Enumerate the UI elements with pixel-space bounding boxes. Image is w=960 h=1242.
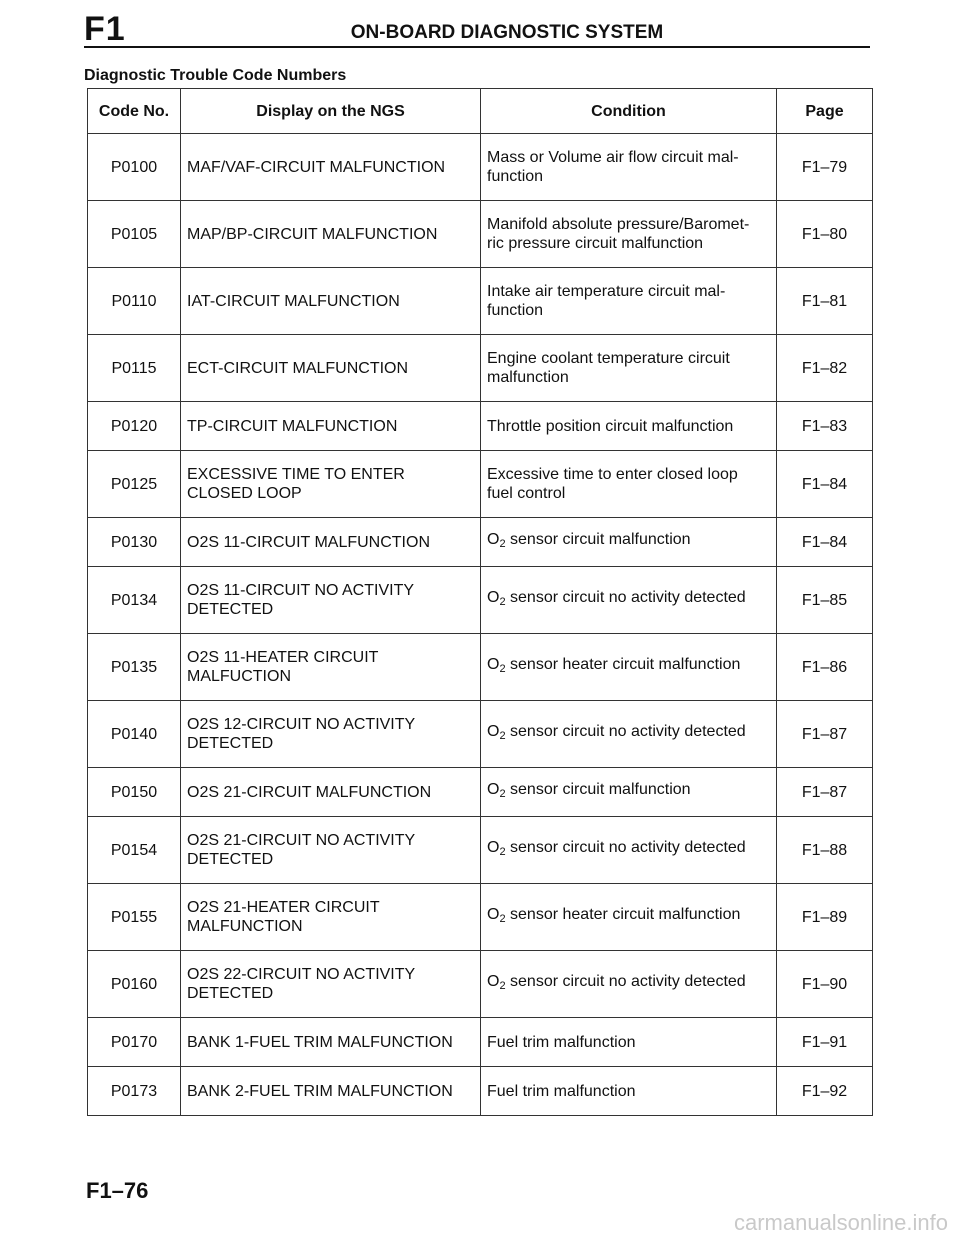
page-cell: F1–91 <box>777 1018 873 1067</box>
display-cell: EXCESSIVE TIME TO ENTER CLOSED LOOP <box>181 451 481 518</box>
page-cell: F1–89 <box>777 884 873 951</box>
code-cell: P0115 <box>88 335 181 402</box>
table-body <box>88 134 873 1116</box>
section-title: ON-BOARD DIAGNOSTIC SYSTEM <box>350 22 664 43</box>
display-cell: BANK 1-FUEL TRIM MALFUNCTION <box>181 1018 481 1067</box>
code-cell: P0155 <box>88 884 181 951</box>
code-cell: P0170 <box>88 1018 181 1067</box>
condition-cell <box>481 402 777 451</box>
code-cell: P0125 <box>88 451 181 518</box>
o2-symbol: $O_2$ <box>487 531 506 550</box>
table-row <box>88 201 873 268</box>
display-cell: BANK 2-FUEL TRIM MALFUNCTION <box>181 1067 481 1116</box>
table-row <box>88 567 873 634</box>
o2-symbol: $O_2$ <box>487 656 506 675</box>
table-row <box>88 1067 873 1116</box>
condition-text: sensor heater circuit malfunction <box>510 906 741 923</box>
table-row <box>88 768 873 817</box>
condition-text: Excessive time to enter closed loop fuel control <box>487 466 738 502</box>
page-cell: F1–88 <box>777 817 873 884</box>
condition-cell <box>481 201 777 268</box>
table-row <box>88 951 873 1018</box>
display-cell: O2S 22-CIRCUIT NO ACTIVITY DETECTED <box>181 951 481 1018</box>
code-cell: P0135 <box>88 634 181 701</box>
condition-cell <box>481 951 777 1018</box>
code-cell: P0134 <box>88 567 181 634</box>
code-cell: P0130 <box>88 518 181 567</box>
page-cell: F1–90 <box>777 951 873 1018</box>
condition-text: Engine coolant temperature circuit malfunction <box>487 350 730 386</box>
display-cell: IAT-CIRCUIT MALFUNCTION <box>181 268 481 335</box>
table-row <box>88 817 873 884</box>
table-header-row <box>88 89 873 134</box>
o2-symbol: $O_2$ <box>487 839 506 858</box>
condition-text: sensor heater circuit malfunction <box>510 656 741 673</box>
condition-cell <box>481 451 777 518</box>
condition-text: sensor circuit no activity detected <box>510 723 746 740</box>
code-cell: P0140 <box>88 701 181 768</box>
condition-text: Fuel trim malfunction <box>487 1033 636 1051</box>
condition-cell <box>481 634 777 701</box>
code-cell: P0100 <box>88 134 181 201</box>
condition-cell <box>481 518 777 567</box>
code-cell: P0154 <box>88 817 181 884</box>
o2-symbol: $O_2$ <box>487 906 506 925</box>
page-cell: F1–87 <box>777 701 873 768</box>
column-header-page: Page <box>777 89 873 134</box>
table-row <box>88 402 873 451</box>
table-row <box>88 268 873 335</box>
section-code: F1 <box>84 10 126 48</box>
column-header-condition: Condition <box>481 89 777 134</box>
condition-cell <box>481 1067 777 1116</box>
display-cell: O2S 11-HEATER CIRCUIT MALFUCTION <box>181 634 481 701</box>
table-row <box>88 1018 873 1067</box>
page-cell: F1–82 <box>777 335 873 402</box>
watermark: carmanualsonline.info <box>733 1210 948 1235</box>
code-cell: P0110 <box>88 268 181 335</box>
condition-text: sensor circuit no activity detected <box>510 589 746 606</box>
column-header-display: Display on the NGS <box>181 89 481 134</box>
display-cell: ECT-CIRCUIT MALFUNCTION <box>181 335 481 402</box>
page-number: F1–76 <box>86 1178 149 1203</box>
condition-cell <box>481 768 777 817</box>
condition-cell <box>481 567 777 634</box>
code-cell: P0160 <box>88 951 181 1018</box>
display-cell: O2S 11-CIRCUIT MALFUNCTION <box>181 518 481 567</box>
page-cell: F1–92 <box>777 1067 873 1116</box>
page-header <box>84 8 870 48</box>
condition-text: Mass or Volume air flow circuit mal- function <box>487 149 739 185</box>
code-cell: P0105 <box>88 201 181 268</box>
o2-symbol: $O_2$ <box>487 973 506 992</box>
page-cell: F1–85 <box>777 567 873 634</box>
column-header-code: Code No. <box>88 89 181 134</box>
table-row <box>88 884 873 951</box>
page-cell: F1–79 <box>777 134 873 201</box>
o2-symbol: $O_2$ <box>487 589 506 608</box>
display-cell: O2S 12-CIRCUIT NO ACTIVITY DETECTED <box>181 701 481 768</box>
display-cell: O2S 11-CIRCUIT NO ACTIVITY DETECTED <box>181 567 481 634</box>
condition-text: sensor circuit no activity detected <box>510 973 746 990</box>
table-row <box>88 701 873 768</box>
condition-cell <box>481 701 777 768</box>
code-cell: P0120 <box>88 402 181 451</box>
condition-cell <box>481 268 777 335</box>
code-cell: P0150 <box>88 768 181 817</box>
o2-symbol: $O_2$ <box>487 723 506 742</box>
page-cell: F1–80 <box>777 201 873 268</box>
display-cell: O2S 21-HEATER CIRCUIT MALFUNCTION <box>181 884 481 951</box>
page-cell: F1–84 <box>777 451 873 518</box>
condition-text: Manifold absolute pressure/Baromet- ric pressure circuit malfunction <box>487 216 750 252</box>
table-row <box>88 134 873 201</box>
display-cell: TP-CIRCUIT MALFUNCTION <box>181 402 481 451</box>
o2-symbol: $O_2$ <box>487 781 506 800</box>
condition-cell <box>481 1018 777 1067</box>
condition-text: sensor circuit no activity detected <box>510 839 746 856</box>
condition-cell <box>481 335 777 402</box>
page-cell: F1–86 <box>777 634 873 701</box>
display-cell: O2S 21-CIRCUIT NO ACTIVITY DETECTED <box>181 817 481 884</box>
table-row <box>88 518 873 567</box>
header-rule <box>84 46 870 48</box>
display-cell: O2S 21-CIRCUIT MALFUNCTION <box>181 768 481 817</box>
dtc-table <box>87 88 873 1116</box>
table-row <box>88 335 873 402</box>
code-cell: P0173 <box>88 1067 181 1116</box>
condition-text: sensor circuit malfunction <box>510 781 691 798</box>
page-cell: F1–83 <box>777 402 873 451</box>
condition-cell <box>481 884 777 951</box>
page-cell: F1–81 <box>777 268 873 335</box>
condition-text: Throttle position circuit malfunction <box>487 417 734 435</box>
condition-text: Intake air temperature circuit mal- function <box>487 283 726 319</box>
display-cell: MAP/BP-CIRCUIT MALFUNCTION <box>181 201 481 268</box>
condition-cell <box>481 817 777 884</box>
page-cell: F1–87 <box>777 768 873 817</box>
display-cell: MAF/VAF-CIRCUIT MALFUNCTION <box>181 134 481 201</box>
table-row <box>88 451 873 518</box>
condition-text: sensor circuit malfunction <box>510 531 691 548</box>
condition-cell <box>481 134 777 201</box>
table-row <box>88 634 873 701</box>
condition-text: Fuel trim malfunction <box>487 1082 636 1100</box>
table-caption: Diagnostic Trouble Code Numbers <box>84 67 347 84</box>
page-cell: F1–84 <box>777 518 873 567</box>
